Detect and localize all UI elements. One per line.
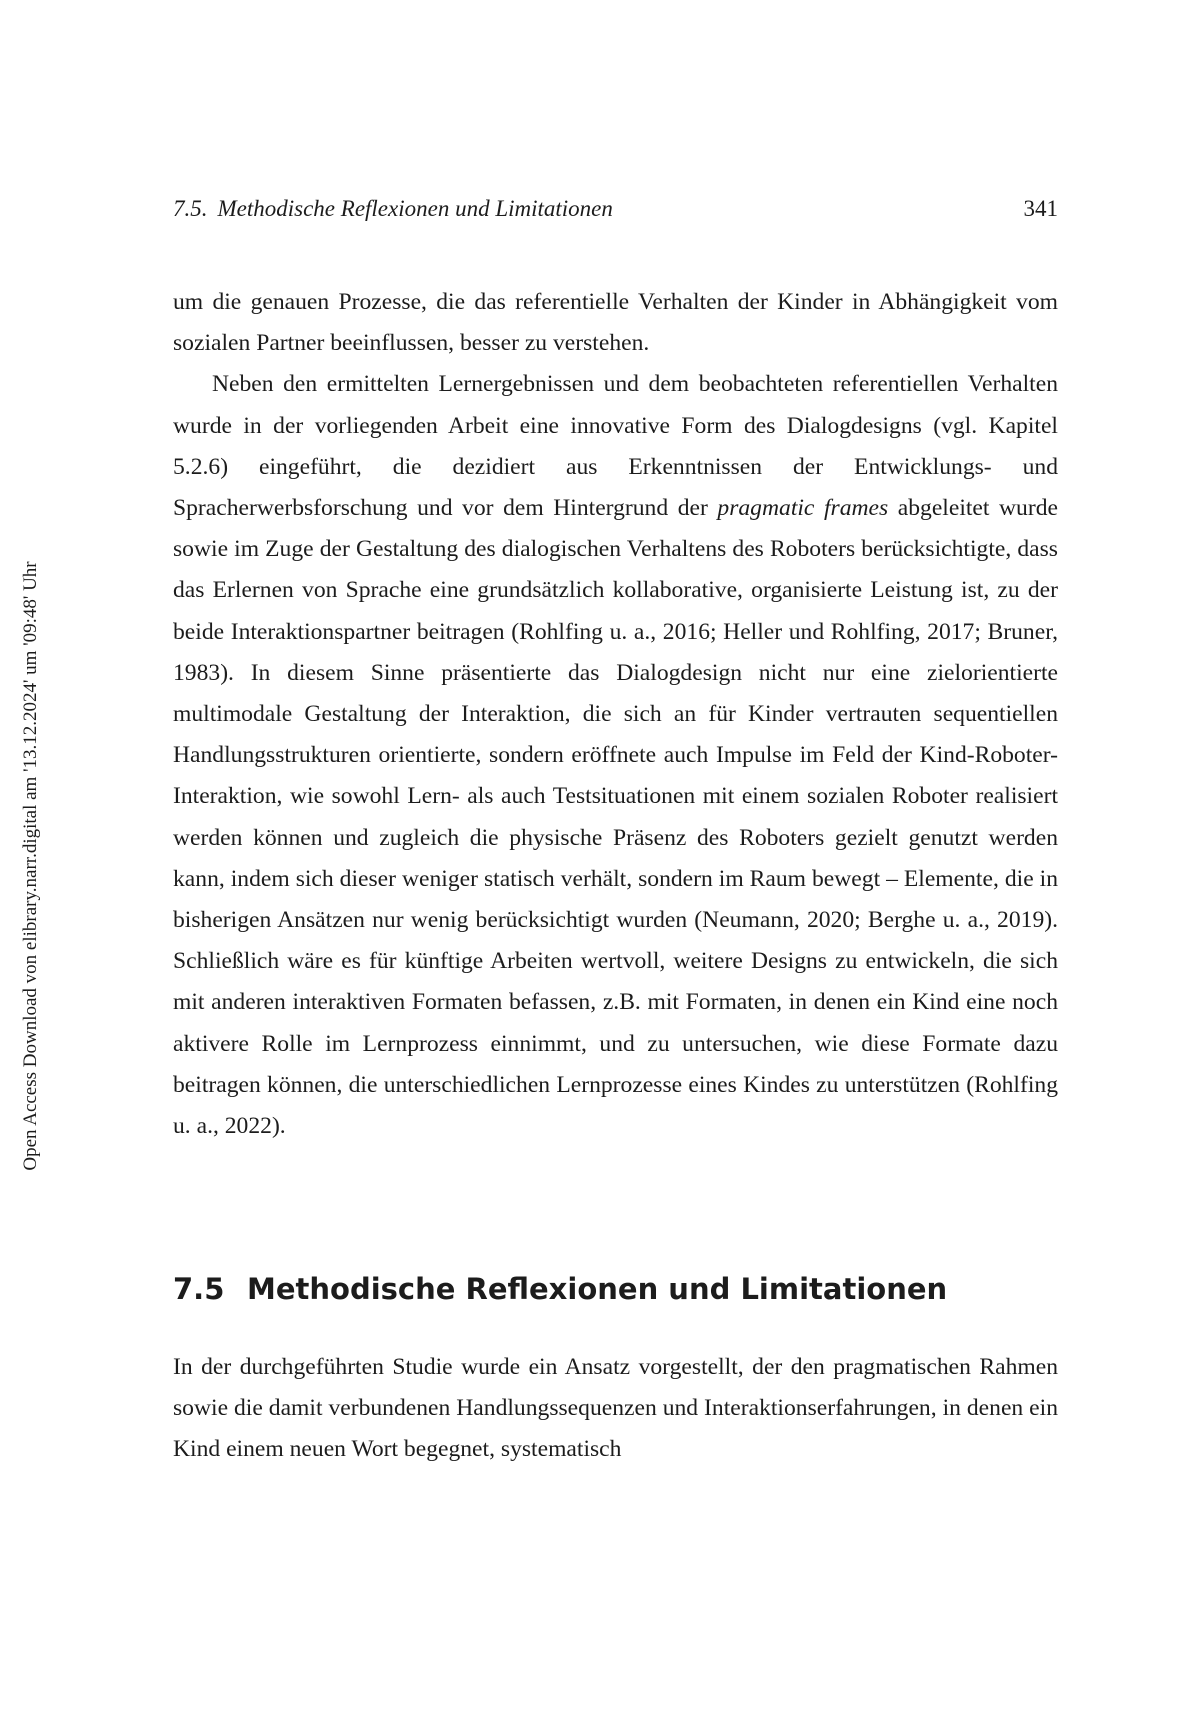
access-watermark: Open Access Download von elibrary.narr.digital am '13.12.2024' um '09:48' Uhr: [20, 561, 41, 1171]
paragraph-dialog-design: [173, 364, 1058, 1147]
paragraph-text: abgeleitet wurde sowie im Zuge der Gestaltung des dialogischen Verhaltens des Roboters berücksichtigte, dass das Erlernen von Sprache eine grundsätzlich kollaborative, organisierte Leistung ist, zu der beide Interaktionspartner beitragen (Rohlfing u. a., 2016; Heller und Rohlfing, 2017; Bruner, 1983). In diesem Sinne präsentierte das Dialogdesign nicht nur eine zielorientierte multimodale Gestaltung der Interaktion, die sich an für Kinder vertrauten sequentiellen Handlungsstrukturen orientierte, sondern eröffnete auch Impulse im Feld der Kind-Roboter-Interaktion, wie sowohl Lern- als auch Testsituationen mit einem sozialen Roboter realisiert werden können und zugleich die physische Präsenz des Roboters gezielt genutzt werden kann, indem sich dieser weniger statisch verhält, sondern im Raum bewegt – Elemente, die in bisherigen Ansätzen nur wenig berücksichtigt wurden (Neumann, 2020; Berghe u. a., 2019). Schließlich wäre es für künftige Arbeiten wertvoll, weitere Designs zu entwickeln, die sich mit anderen interaktiven Formaten befassen, z.B. mit Formaten, in denen ein Kind eine noch aktivere Rolle im Lernprozess einnimmt, und zu untersuchen, wie diese Formate dazu beitragen können, die unterschiedlichen Lernprozesse eines Kindes zu unterstützen (Rohlfing u. a., 2022).: [173, 495, 1058, 1140]
italic-term: pragmatic frames: [717, 495, 889, 522]
running-section-number: 7.5.: [173, 196, 208, 221]
page-number: 341: [1023, 196, 1058, 221]
body-text-lower: [173, 1347, 1058, 1471]
paragraph-text: Neben den ermittelten Lernergebnissen und dem beobachteten referentiellen Verhalten wurde in der vorliegenden Arbeit eine innovative Form des Dialogdesigns (vgl. Kapitel 5.2.6) eingeführt, die dezidiert aus Erkenntnissen der Entwicklungs- und Spracherwerbsforschung und vor dem Hintergrund der: [173, 371, 1058, 522]
running-section-title: Methodische Reflexionen und Limitationen: [217, 196, 613, 221]
running-header: [173, 196, 1058, 236]
section-number: 7.5: [173, 1272, 225, 1306]
paragraph-continuation: um die genauen Prozesse, die das referentielle Verhalten der Kinder in Abhängigkeit vom sozialen Partner beeinflussen, besser zu verstehen.: [173, 289, 1058, 357]
section-title: Methodische Reflexionen und Limitationen: [247, 1272, 948, 1306]
body-text-upper: [173, 282, 1058, 1147]
section-heading: [173, 1272, 947, 1306]
paragraph-study-intro: In der durchgeführten Studie wurde ein Ansatz vorgestellt, der den pragmatischen Rahmen sowie die damit verbundenen Handlungssequenzen und Interaktionserfahrungen, in denen ein Kind einem neuen Wort begegnet, systematisch: [173, 1354, 1058, 1463]
running-title: [173, 196, 613, 222]
